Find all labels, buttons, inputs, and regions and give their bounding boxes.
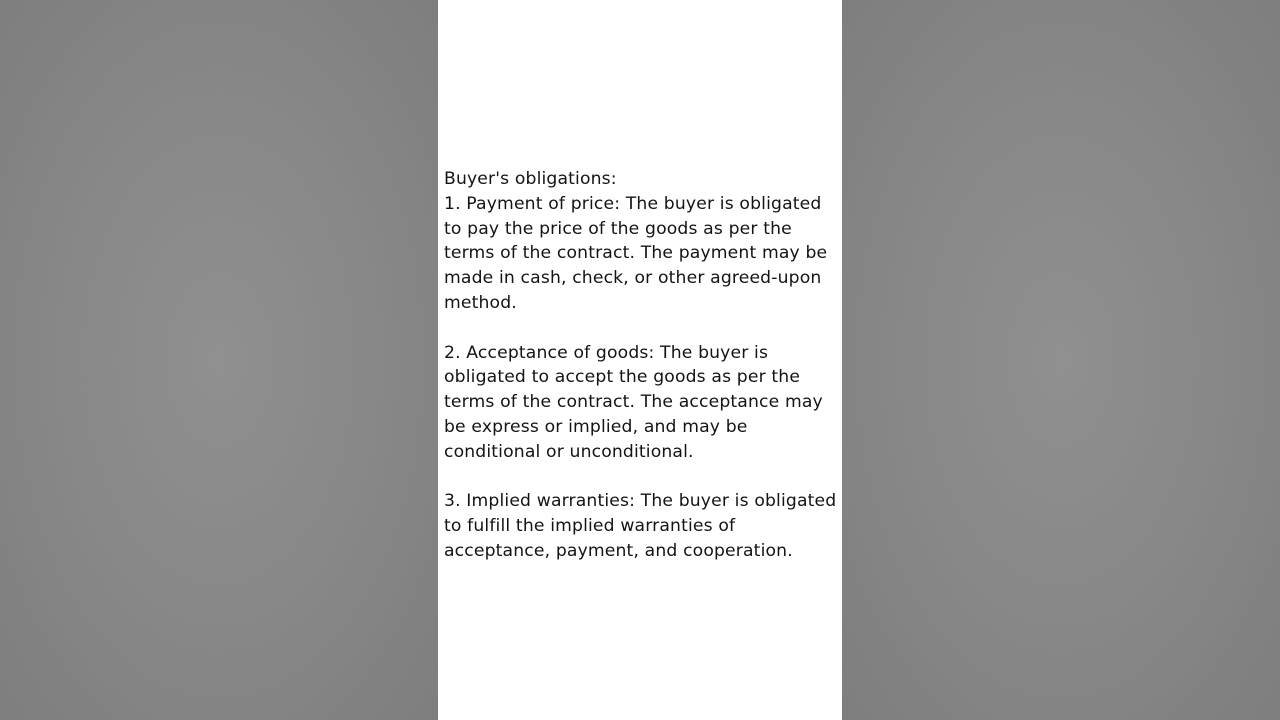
obligations-text xyxy=(444,167,840,564)
left-blur-background xyxy=(0,0,438,720)
obligations-heading: Buyer's obligations: xyxy=(444,169,617,189)
obligation-item-payment: 1. Payment of price: The buyer is obligated to pay the price of the goods as per the terms of the contract. The payment may be made in cash, check, or other agreed-upon method. xyxy=(444,193,828,313)
right-blur-background xyxy=(842,0,1280,720)
obligation-item-acceptance: 2. Acceptance of goods: The buyer is obligated to accept the goods as per the terms of the contract. The acceptance may be express or implied, and may be conditional or unconditional. xyxy=(444,342,823,462)
obligation-item-warranties: 3. Implied warranties: The buyer is obligated to fulfill the implied warranties of acceptance, payment, and cooperation. xyxy=(444,491,837,561)
paragraph-gap xyxy=(444,465,840,490)
document-panel xyxy=(438,0,842,720)
paragraph-gap xyxy=(444,316,840,341)
